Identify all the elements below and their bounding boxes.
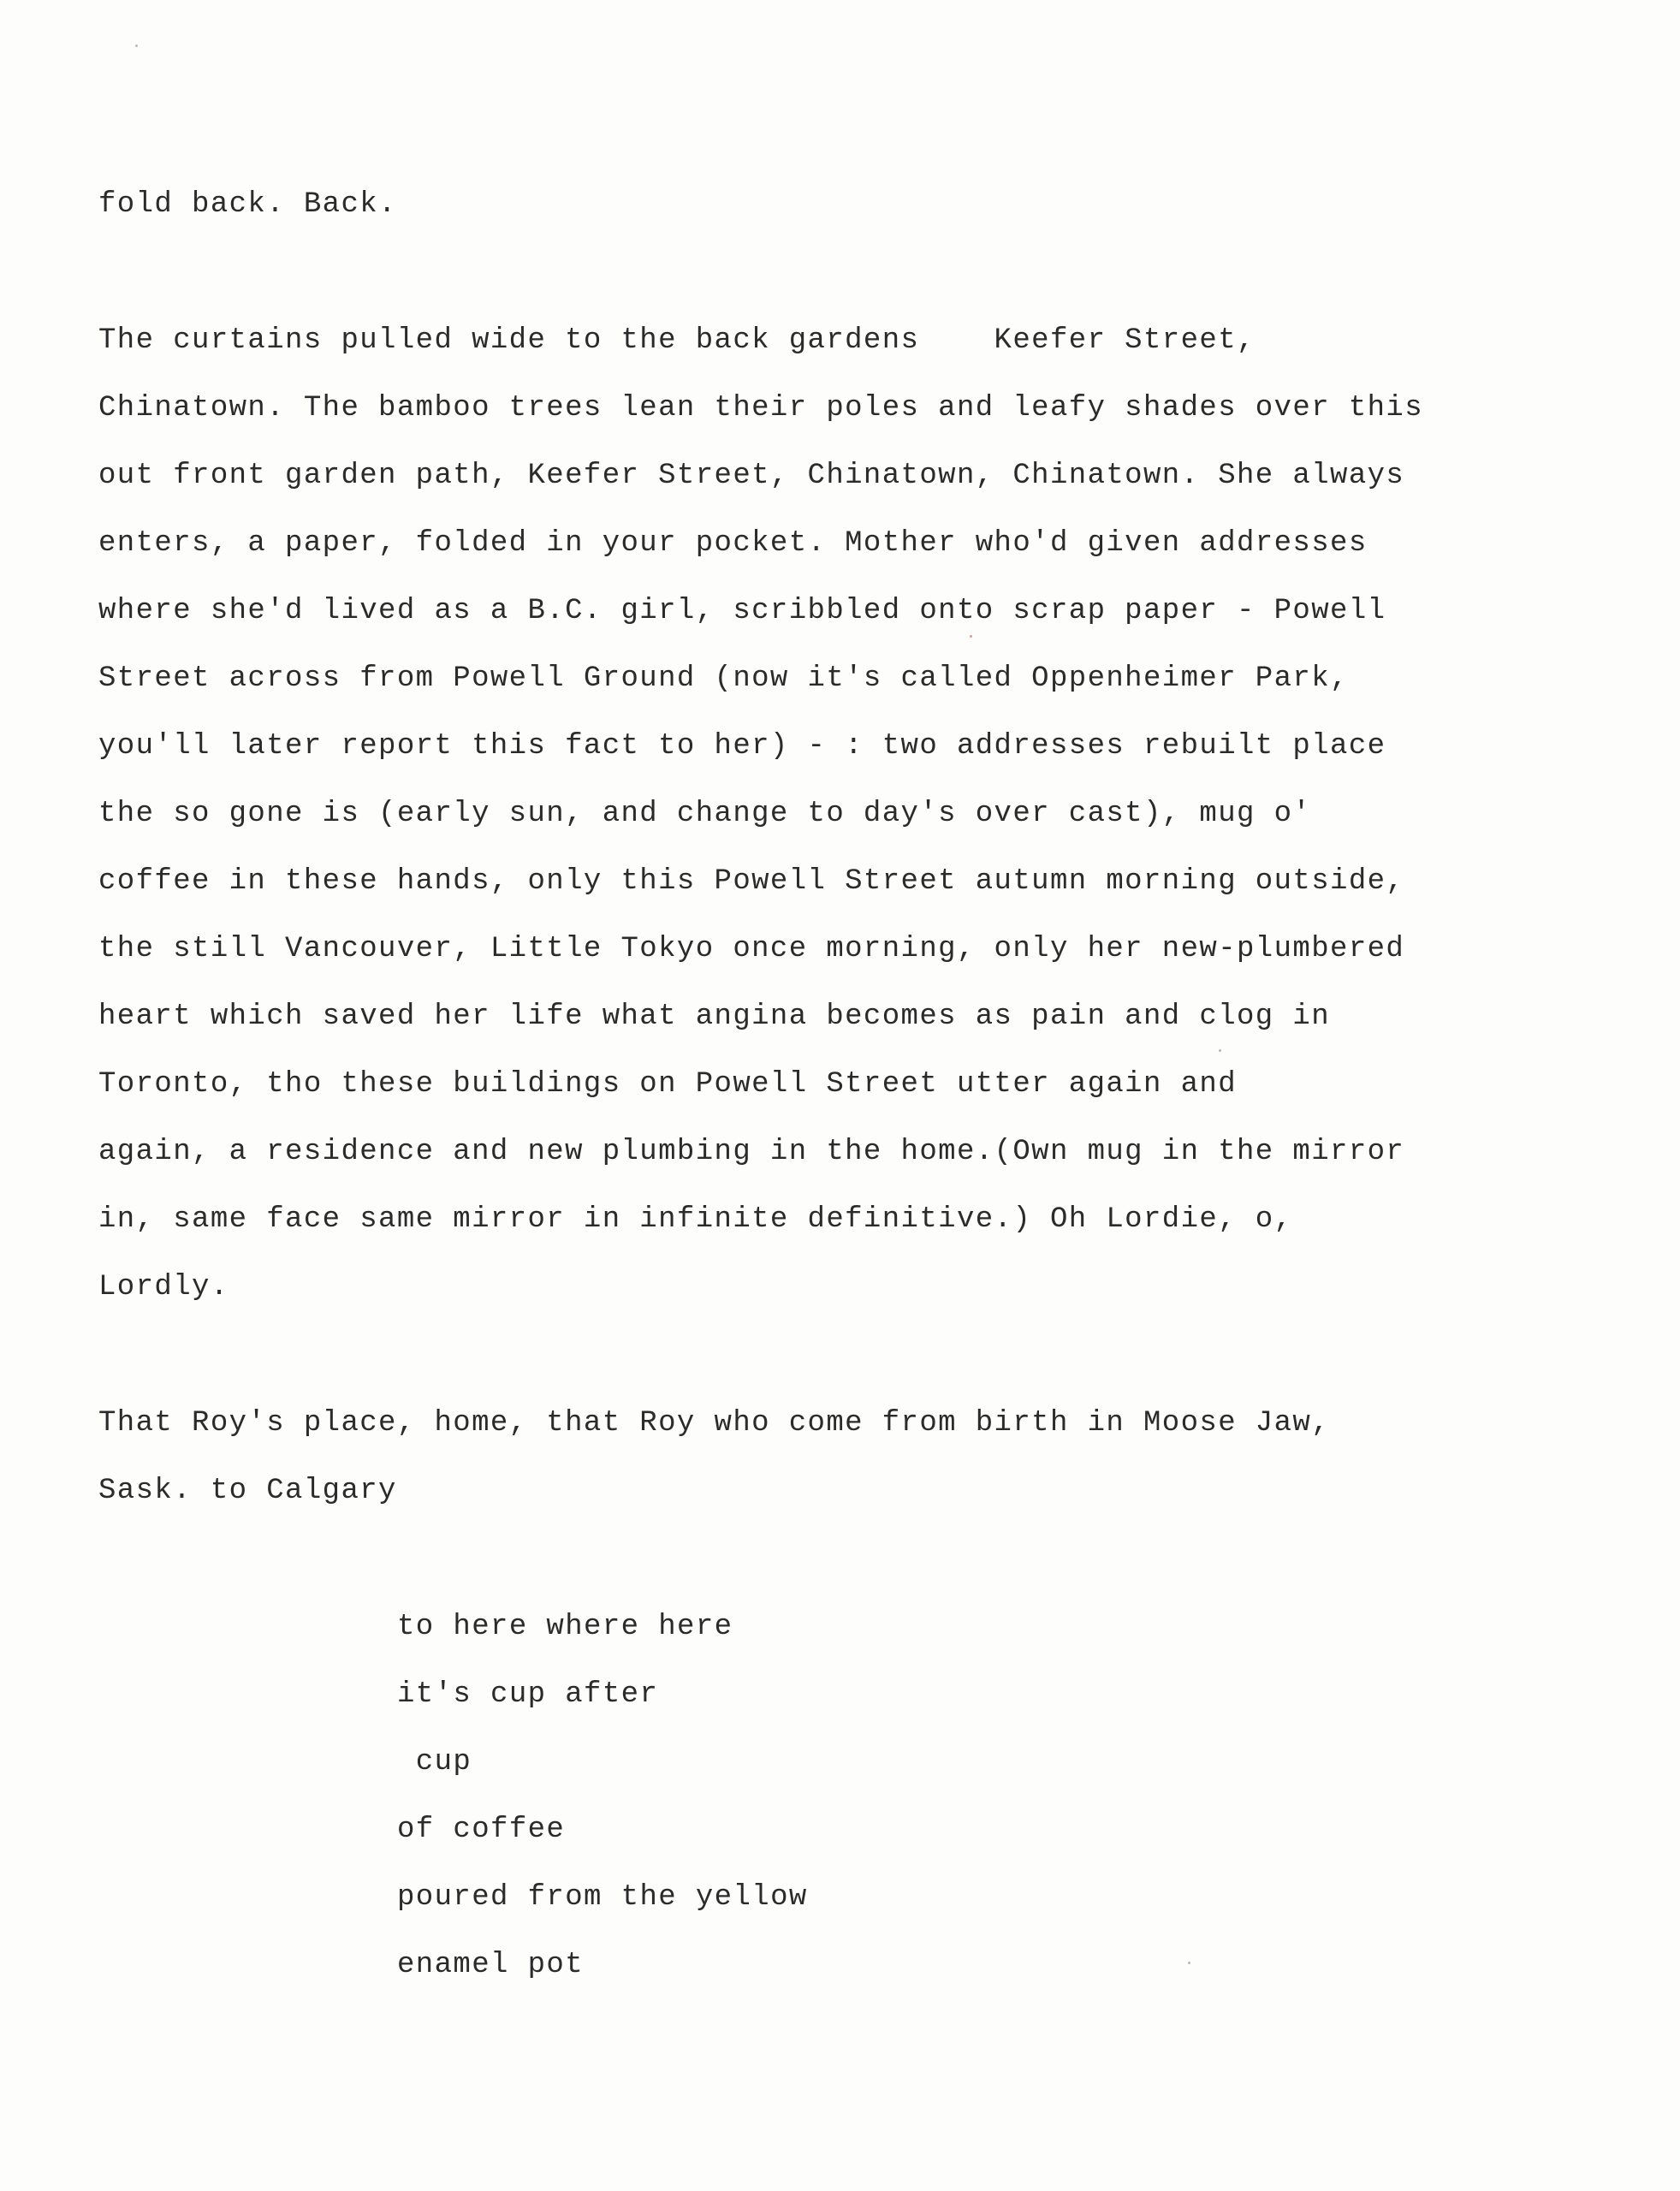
text-line: enters, a paper, folded in your pocket. Mother who'd given addresses bbox=[98, 527, 1368, 560]
text-line: the still Vancouver, Little Tokyo once morning, only her new-plumbered bbox=[98, 933, 1405, 965]
text-line: Chinatown. The bamboo trees lean their poles and leafy shades over this bbox=[98, 392, 1424, 425]
text-line: where she'd lived as a B.C. girl, scribbled onto scrap paper - Powell bbox=[98, 595, 1386, 627]
text-line: fold back. Back. bbox=[98, 188, 397, 221]
text-line: the so gone is (early sun, and change to day's over cast), mug o' bbox=[98, 798, 1312, 830]
text-line: Toronto, tho these buildings on Powell Street utter again and bbox=[98, 1068, 1238, 1101]
text-line: again, a residence and new plumbing in the home.(Own mug in the mirror bbox=[98, 1136, 1405, 1168]
paper-speck bbox=[135, 45, 138, 47]
verse-line: it's cup after bbox=[397, 1678, 659, 1711]
verse-line: cup bbox=[397, 1746, 472, 1778]
indented-verse bbox=[397, 1594, 1588, 1999]
paragraph-fold-back bbox=[98, 171, 1588, 239]
verse-line: of coffee bbox=[397, 1814, 566, 1846]
text-line: The curtains pulled wide to the back gardens Keefer Street, bbox=[98, 324, 1256, 357]
text-line: heart which saved her life what angina becomes as pain and clog in bbox=[98, 1000, 1331, 1033]
verse-line: poured from the yellow bbox=[397, 1881, 808, 1914]
text-line: Sask. to Calgary bbox=[98, 1475, 397, 1507]
verse-line: enamel pot bbox=[397, 1949, 585, 1981]
verse-line: to here where here bbox=[397, 1611, 733, 1643]
text-line: out front garden path, Keefer Street, Chinatown, Chinatown. She always bbox=[98, 460, 1405, 492]
text-line: That Roy's place, home, that Roy who come from birth in Moose Jaw, bbox=[98, 1407, 1331, 1440]
text-line: coffee in these hands, only this Powell Street autumn morning outside, bbox=[98, 865, 1405, 898]
typescript-body bbox=[98, 171, 1588, 1999]
paragraph-roys-place bbox=[98, 1390, 1588, 1525]
text-line: you'll later report this fact to her) - : two addresses rebuilt place bbox=[98, 730, 1386, 763]
text-line: in, same face same mirror in infinite definitive.) Oh Lordie, o, bbox=[98, 1203, 1293, 1236]
paragraph-keefer-street bbox=[98, 307, 1588, 1321]
text-line: Lordly. bbox=[98, 1271, 229, 1303]
text-line: Street across from Powell Ground (now it's called Oppenheimer Park, bbox=[98, 662, 1349, 695]
